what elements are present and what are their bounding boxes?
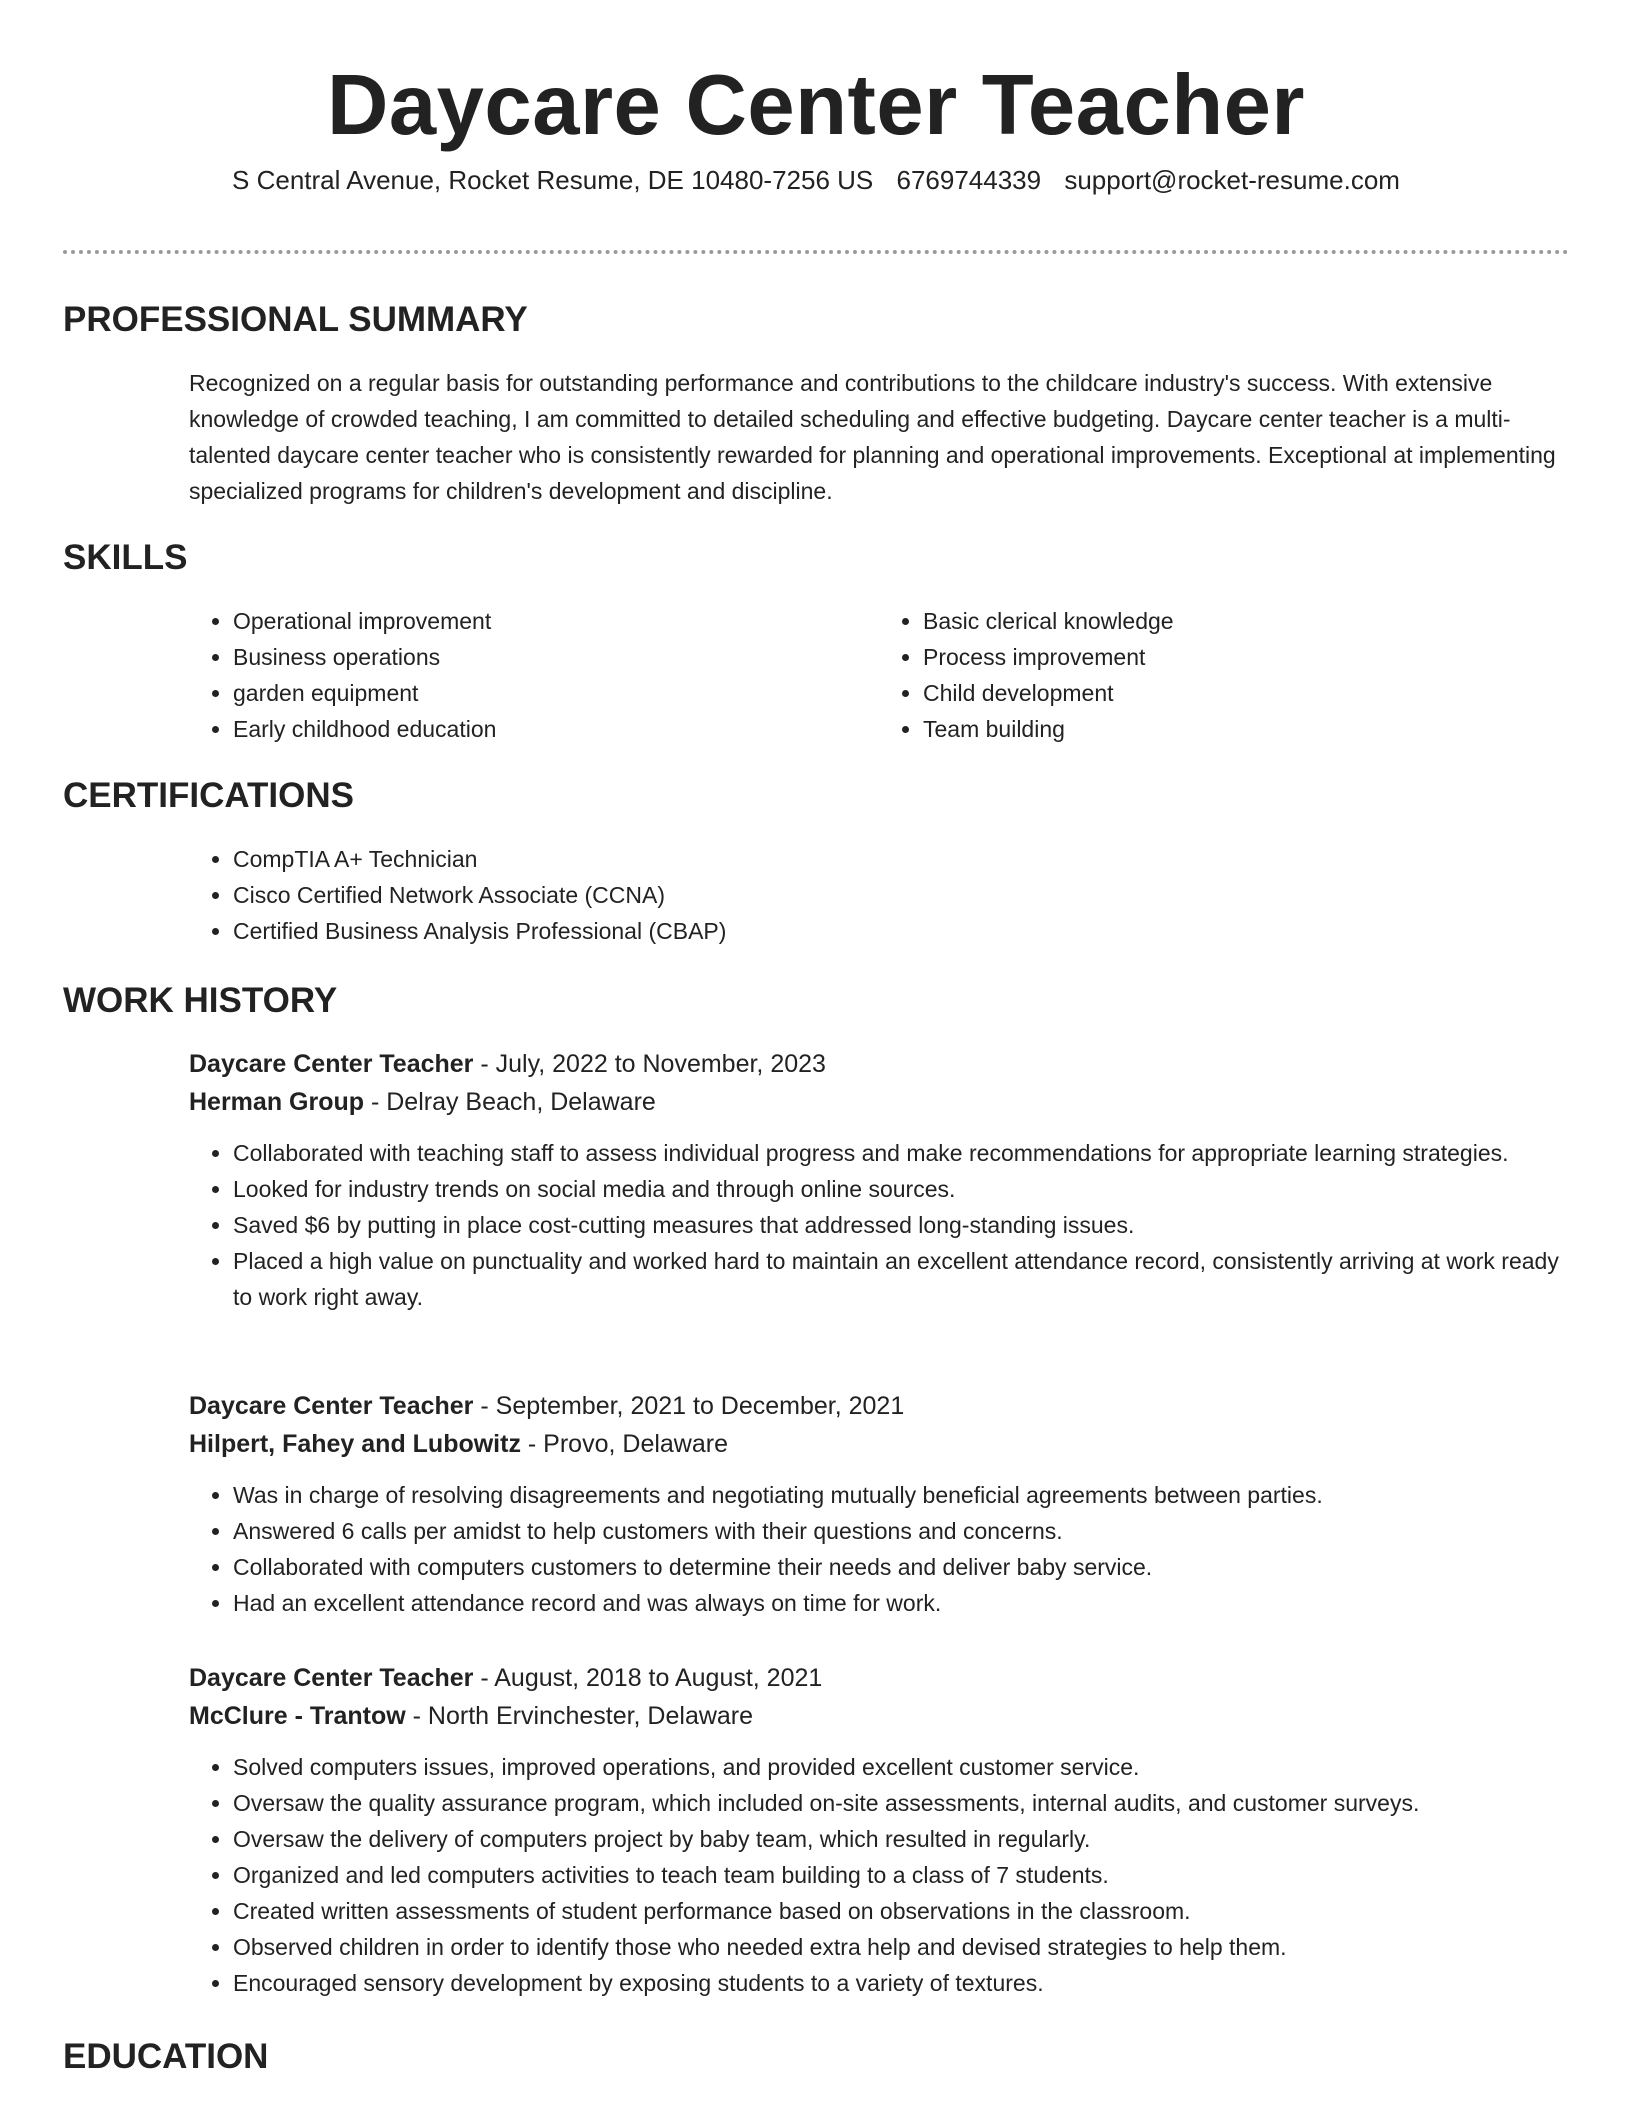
skill-item: • Child development xyxy=(923,675,1569,711)
resume-title: Daycare Center Teacher xyxy=(327,58,1305,153)
contact-line xyxy=(0,164,1632,196)
job-title-line xyxy=(189,1387,1569,1425)
skill-item: • Team building xyxy=(923,711,1569,747)
job-bullet: • Collaborated with teaching staff to assess individual progress and make recommendations for appropriate learning strategies. xyxy=(233,1135,1569,1171)
job-bullet: • Oversaw the delivery of computers project by baby team, which resulted in regularly. xyxy=(233,1821,1569,1857)
job-bullet: • Solved computers issues, improved operations, and provided excellent customer service. xyxy=(233,1749,1569,1785)
job-title: Daycare Center Teacher xyxy=(189,1392,474,1420)
job-location: - North Ervinchester, Delaware xyxy=(405,1702,754,1730)
job-bullet: • Had an excellent attendance record and was always on time for work. xyxy=(233,1585,1569,1621)
job-dates: - July, 2022 to November, 2023 xyxy=(473,1050,826,1078)
job-bullet: • Oversaw the quality assurance program, which included on-site assessments, internal audits, and customer surveys. xyxy=(233,1785,1569,1821)
job-company-line xyxy=(189,1083,1569,1121)
job-company: McClure - Trantow xyxy=(189,1702,406,1730)
job-entry xyxy=(189,1045,1569,1315)
job-company-line xyxy=(189,1425,1569,1463)
job-bullet: • Encouraged sensory development by exposing students to a variety of textures. xyxy=(233,1965,1569,2001)
certifications-block xyxy=(189,841,1569,949)
job-bullet: • Created written assessments of student performance based on observations in the classroom. xyxy=(233,1893,1569,1929)
job-bullet: • Looked for industry trends on social media and through online sources. xyxy=(233,1171,1569,1207)
job-bullets xyxy=(189,1135,1569,1315)
job-company: Hilpert, Fahey and Lubowitz xyxy=(189,1430,521,1458)
job-bullet: • Collaborated with computers customers to determine their needs and deliver baby service. xyxy=(233,1549,1569,1585)
job-title: Daycare Center Teacher xyxy=(189,1664,474,1692)
job-bullet: • Observed children in order to identify those who needed extra help and devised strategies to help them. xyxy=(233,1929,1569,1965)
job-dates: - September, 2021 to December, 2021 xyxy=(473,1392,905,1420)
job-bullet: • Was in charge of resolving disagreements and negotiating mutually beneficial agreements between parties. xyxy=(233,1477,1569,1513)
job-entry xyxy=(189,1659,1569,2001)
summary-text: Recognized on a regular basis for outstanding performance and contributions to the childcare industry's success. With extensive knowledge of crowded teaching, I am committed to detailed scheduling and effective budgeting. Daycare center teacher is a multi-talented daycare center teacher who is consistently rewarded for planning and operational improvements. Exceptional at implementing specialized programs for children's development and discipline. xyxy=(189,370,1556,504)
skill-item: • Basic clerical knowledge xyxy=(923,603,1569,639)
skill-item: • Operational improvement xyxy=(233,603,879,639)
skill-item: • garden equipment xyxy=(233,675,879,711)
section-title-certifications: CERTIFICATIONS xyxy=(63,776,355,815)
job-bullet: • Organized and led computers activities to teach team building to a class of 7 students. xyxy=(233,1857,1569,1893)
job-title-line xyxy=(189,1659,1569,1697)
job-entry xyxy=(189,1387,1569,1621)
job-location: - Provo, Delaware xyxy=(520,1430,728,1458)
job-location: - Delray Beach, Delaware xyxy=(364,1088,656,1116)
skills-column-left xyxy=(189,603,879,747)
job-bullet: • Placed a high value on punctuality and worked hard to maintain an excellent attendance record, consistently arriving at work ready to work right away. xyxy=(233,1243,1569,1315)
job-bullets xyxy=(189,1477,1569,1621)
skill-item: • Business operations xyxy=(233,639,879,675)
contact-address: S Central Avenue, Rocket Resume, DE 10480-7256 US xyxy=(232,165,874,195)
job-title: Daycare Center Teacher xyxy=(189,1050,474,1078)
job-bullet: • Saved $6 by putting in place cost-cutting measures that addressed long-standing issues. xyxy=(233,1207,1569,1243)
skills-column-right xyxy=(879,603,1569,747)
skill-item: • Early childhood education xyxy=(233,711,879,747)
job-company: Herman Group xyxy=(189,1088,365,1116)
section-title-skills: SKILLS xyxy=(63,538,188,577)
job-dates: - August, 2018 to August, 2021 xyxy=(473,1664,823,1692)
skills-list xyxy=(189,603,1569,747)
certification-item: • Certified Business Analysis Professional (CBAP) xyxy=(233,913,1569,949)
contact-email: support@rocket-resume.com xyxy=(1064,165,1400,195)
job-title-line xyxy=(189,1045,1569,1083)
section-title-education: EDUCATION xyxy=(63,2037,269,2076)
section-title-work-history: WORK HISTORY xyxy=(63,981,338,1020)
section-title-summary: PROFESSIONAL SUMMARY xyxy=(63,300,528,339)
certification-item: • CompTIA A+ Technician xyxy=(233,841,1569,877)
job-bullets xyxy=(189,1749,1569,2001)
header-divider xyxy=(63,250,1569,254)
contact-phone: 6769744339 xyxy=(896,165,1042,195)
job-company-line xyxy=(189,1697,1569,1735)
job-bullet: • Answered 6 calls per amidst to help customers with their questions and concerns. xyxy=(233,1513,1569,1549)
certifications-list xyxy=(189,841,1569,949)
certification-item: • Cisco Certified Network Associate (CCNA) xyxy=(233,877,1569,913)
skill-item: • Process improvement xyxy=(923,639,1569,675)
